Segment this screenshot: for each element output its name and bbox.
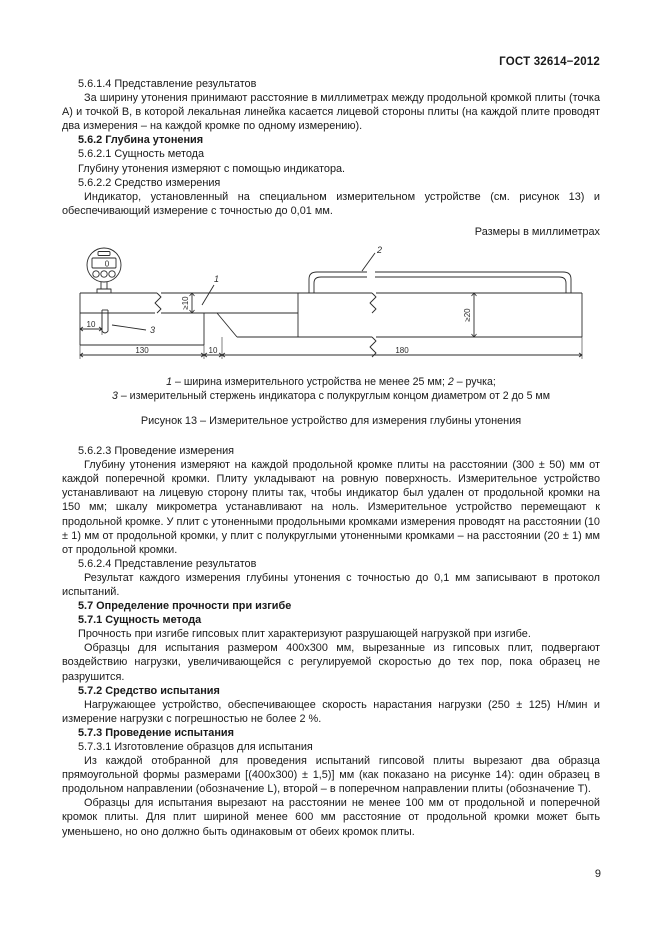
gauge-display-value: 0 <box>104 259 110 269</box>
figure-title: Рисунок 13 – Измерительное устройство для измерения глубины утонения <box>140 415 522 428</box>
dimension-height-left <box>190 293 195 313</box>
section-5621-heading: 5.6.2.1 Сущность метода <box>78 148 205 161</box>
standard-header: ГОСТ 32614−2012 <box>499 56 600 68</box>
section-5623-heading: 5.6.2.3 Проведение измерения <box>78 445 235 458</box>
callout-label-3: 3 <box>150 325 156 336</box>
section-5622-heading: 5.6.2.2 Средство измерения <box>78 176 221 189</box>
legend-num-1: 1 <box>166 376 173 389</box>
section-5623-text: Глубину утонения измеряют на каждой продольной кромке плиты на расстоянии (300 ± 50) мм от каждой поперечной кромки. Плиту укладывают на ровную поверхность. Измерительное устройство устанавливают на лицевую сторону плиты так, чтобы индикатор был удален от продольной кромки на 150 мм; шкалу микрометра устанавливают на ноль. Измерительное устройство перемещают к продольной кромке. У плит с утоненными продольными кромками измерения проводят на расстоянии (10 ± 1) мм от продольной кромки, у плит с полукруглыми утоненными кромками – на расстоянии (20 ± 1) мм от продольной кромки. <box>62 459 600 556</box>
units-note: Размеры в миллиметрах <box>474 225 600 238</box>
section-5624-text: Результат каждого измерения глубины утонения с точностью до 0,1 мм записывают в протокол испытаний. <box>62 571 600 598</box>
legend-text-3: – измерительный стержень индикатора с полукруглым концом диаметром от 2 до 5 мм <box>117 390 550 403</box>
section-572-text: Нагружающее устройство, обеспечивающее скорость нарастания нагрузки (250 ± 125) Н/мин и измерение нагрузки с погрешностью не более 2 %. <box>62 698 600 725</box>
legend-text-2: – ручка; <box>453 376 496 389</box>
figure-legend <box>62 375 600 403</box>
dimension-height-right <box>472 293 477 337</box>
section-573-heading: 5.7.3 Проведение испытания <box>78 726 234 739</box>
figure-legend-line-1 <box>62 375 600 389</box>
legend-text-1: – ширина измерительного устройства не менее 25 мм; <box>172 376 448 389</box>
section-5622-text: Индикатор, установленный на специальном измерительном устройстве (см. рисунок 13) и обеспечивающий измерение с точностью до 0,01 мм. <box>62 190 600 217</box>
figure-13-drawing <box>62 245 600 363</box>
dimension-label-height-right: ≥20 <box>463 308 472 322</box>
section-5621-text: Глубину утонения измеряют с помощью индикатора. <box>78 162 346 175</box>
handle-shape <box>309 272 571 293</box>
dimension-label-base-right: 180 <box>395 346 409 356</box>
section-57-heading: 5.7 Определение прочности при изгибе <box>78 600 292 613</box>
dimension-label-base-left: 130 <box>135 346 149 356</box>
callout-label-2: 2 <box>377 245 383 256</box>
probe-rod-shape <box>102 310 108 333</box>
section-572-heading: 5.7.2 Средство испытания <box>78 684 220 697</box>
section-5624-heading: 5.6.2.4 Представление результатов <box>78 557 257 570</box>
dimension-label-left-small: 10 <box>86 320 96 330</box>
section-5731-heading: 5.7.3.1 Изготовление образцов для испытания <box>78 741 313 753</box>
page-number: 9 <box>594 868 601 880</box>
indicator-gauge-icon <box>87 248 121 293</box>
section-562-heading: 5.6.2 Глубина утонения <box>78 134 204 147</box>
legend-num-3: 3 <box>111 390 118 403</box>
dimension-label-base-mid: 10 <box>208 346 218 356</box>
section-5731-text-1: Из каждой отобранной для проведения испытаний гипсовой плиты вырезают два образца прямоугольной формы размерами [(400х300) ± 1,5)] мм (как показано на рисунке 14): один образец в продольном направлении (обозначение L), второй – в поперечном направлении плиты (обозначение Т). <box>62 755 600 796</box>
section-5614-text: За ширину утонения принимают расстояние в миллиметрах между продольной кромкой плиты (точка А) и точкой В, в которой лекальная линейка касается лицевой стороны плиты (на каждой плите проводят два измерения – на каждой кромке по одному измерению). <box>62 92 600 133</box>
section-571-text-1: Прочность при изгибе гипсовых плит характеризуют разрушающей нагрузкой при изгибе. <box>78 628 531 641</box>
figure-legend-line-2 <box>62 389 600 403</box>
callout-3-leader <box>112 325 146 330</box>
section-571-heading: 5.7.1 Сущность метода <box>78 614 202 627</box>
measuring-device-diagram <box>62 245 600 363</box>
section-5614-heading: 5.6.1.4 Представление результатов <box>78 78 257 90</box>
legend-num-2: 2 <box>447 376 454 389</box>
section-5731-text-2: Образцы для испытания вырезают на расстоянии не менее 100 мм от продольной и поперечной кромок плиты. Для плит шириной менее 600 мм расстояние от продольной кромки может быть уменьшено, но оно должно быть одинаковым от обеих кромок плиты. <box>62 797 600 838</box>
dimension-baseline-chain <box>80 337 582 359</box>
callout-2-leader <box>362 253 375 271</box>
callout-1-leader <box>202 285 214 305</box>
section-571-text-2: Образцы для испытания размером 400х300 мм, вырезанные из гипсовых плит, подвергают воздействию нагрузки, увеличивающейся с регулируемой скоростью до тех пор, пока образец не разрушится. <box>62 642 600 683</box>
callout-label-1: 1 <box>214 274 220 285</box>
dimension-label-height-left: ≥10 <box>181 296 190 310</box>
page-content <box>62 56 600 839</box>
